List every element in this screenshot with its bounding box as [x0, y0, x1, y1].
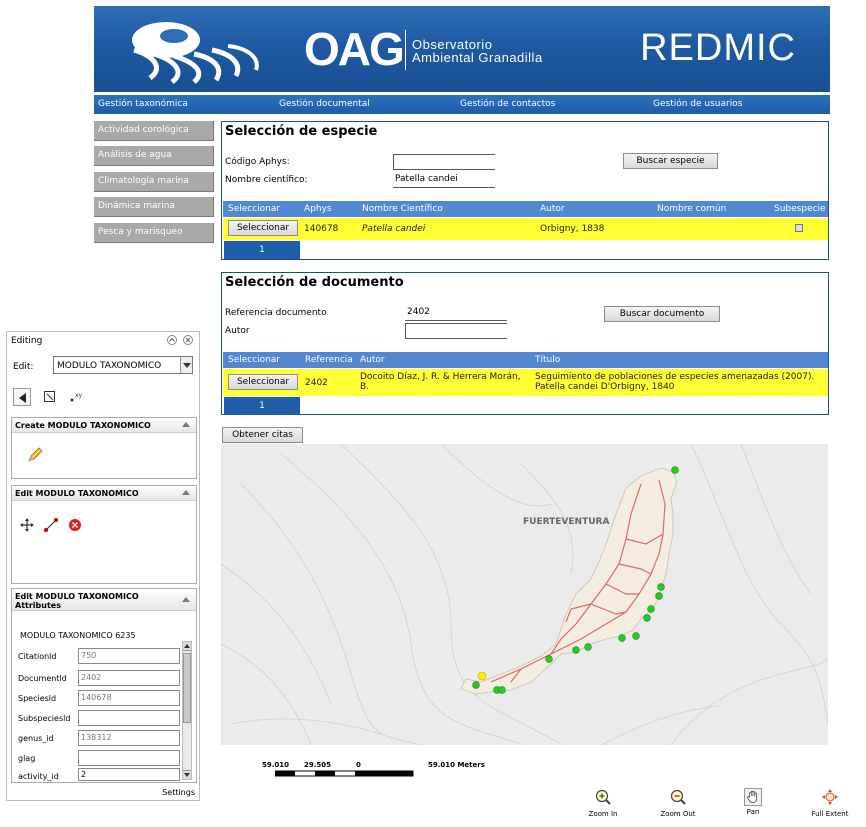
- row-scientific-name: Patella candei: [362, 224, 426, 234]
- subspecies-checkbox[interactable]: [795, 224, 803, 232]
- scientific-name-input[interactable]: Patella candei: [393, 172, 495, 188]
- doc-author-input[interactable]: [405, 323, 507, 339]
- zoom-in-label: Zoom In: [588, 810, 618, 818]
- pan-tool[interactable]: [741, 788, 765, 816]
- col-author: Autor: [540, 204, 565, 214]
- col-select: Seleccionar: [228, 204, 281, 214]
- full-extent-tool[interactable]: [810, 788, 850, 818]
- attr-input-citation[interactable]: 750: [78, 648, 180, 664]
- collapse-icon[interactable]: [167, 335, 177, 345]
- document-table-header: [223, 352, 828, 368]
- sidebar-item-water-analysis[interactable]: Análisis de agua: [94, 146, 214, 166]
- main-nav: [94, 95, 830, 114]
- row-title-line1: Seguimiento de poblaciones de especies amenazadas (2007).: [535, 372, 815, 382]
- create-section: [11, 417, 197, 479]
- document-panel-title: Selección de documento: [225, 275, 404, 290]
- edit-layer-value: MODULO TAXONOMICO: [57, 361, 162, 371]
- chevron-up-icon[interactable]: [182, 597, 190, 602]
- attr-input-glag[interactable]: [78, 750, 180, 766]
- scale-label-right: 59.010 Meters: [428, 761, 485, 769]
- attr-label-species: Speciesld: [18, 694, 57, 703]
- row-author-line1: Docoito Díaz, J. R. & Herrera Morán,: [360, 372, 521, 382]
- row-reference: 2402: [305, 378, 328, 388]
- nav-documents[interactable]: Gestión documental: [279, 99, 370, 109]
- species-pager[interactable]: 1: [224, 241, 300, 259]
- editing-widget: [6, 331, 200, 801]
- attr-label-activity: activity_id: [18, 772, 59, 781]
- search-species-button[interactable]: Buscar especie: [623, 153, 718, 169]
- col-select: Seleccionar: [228, 355, 281, 365]
- search-document-button[interactable]: Buscar documento: [604, 306, 720, 322]
- selected-point[interactable]: [478, 672, 486, 680]
- zoom-in-icon: [594, 788, 612, 806]
- fuerteventura-island: [461, 468, 677, 694]
- attr-input-species[interactable]: 140678: [78, 690, 180, 706]
- sidebar-item-fishing[interactable]: Pesca y marisqueo: [94, 223, 214, 243]
- pencil-icon[interactable]: [26, 446, 44, 464]
- jellyfish-logo-icon: [94, 6, 314, 92]
- full-extent-icon: [821, 788, 839, 806]
- select-species-button[interactable]: Seleccionar: [228, 220, 298, 236]
- table-row[interactable]: [223, 218, 828, 240]
- doc-author-label: Autor: [225, 326, 250, 336]
- editing-title: Editing: [11, 336, 43, 346]
- attr-label-subspecies: Subspeciesld: [18, 714, 71, 723]
- org-name-line1: Observatorio: [412, 37, 493, 52]
- scale-label-zero: 0: [356, 761, 361, 769]
- col-subspecies: Subespecie: [774, 204, 826, 214]
- nav-contacts[interactable]: Gestión de contactos: [460, 99, 556, 109]
- scientific-name-label: Nombre científico:: [225, 175, 308, 185]
- map-view[interactable]: [221, 444, 828, 745]
- doc-reference-input[interactable]: 2402: [405, 305, 507, 321]
- island-label: FUERTEVENTURA: [523, 517, 610, 527]
- attr-label-citation: Citationld: [18, 652, 57, 661]
- attr-label-glag: glag: [18, 754, 36, 763]
- aphys-code-label: Código Aphys:: [225, 157, 290, 167]
- zoom-out-label: Zoom Out: [660, 810, 696, 818]
- xy-tool-icon[interactable]: [69, 390, 85, 404]
- scroll-down-icon[interactable]: [183, 770, 191, 779]
- attr-input-document[interactable]: 2402: [78, 670, 180, 686]
- get-citations-button[interactable]: Obtener citas: [222, 427, 303, 443]
- species-selection-panel: [221, 121, 829, 260]
- scale-label-left: 59.010: [262, 761, 290, 769]
- map-canvas: [221, 444, 828, 745]
- sidebar-item-chorology[interactable]: Actividad corológica: [94, 121, 214, 141]
- bathymetry-contours: [221, 444, 828, 745]
- attr-input-genus[interactable]: 138312: [78, 730, 180, 746]
- col-author: Autor: [360, 355, 385, 365]
- attr-input-activity[interactable]: 2: [78, 768, 180, 781]
- org-name: [412, 38, 543, 64]
- edit-section: [11, 485, 197, 584]
- row-aphys: 140678: [304, 224, 339, 234]
- move-icon[interactable]: [20, 518, 34, 532]
- pan-label: Pan: [746, 808, 760, 816]
- chevron-up-icon[interactable]: [182, 422, 190, 427]
- select-box-tool-icon[interactable]: [43, 390, 57, 404]
- species-table-header: [223, 201, 828, 217]
- col-aphys: Aphys: [304, 204, 332, 214]
- document-selection-panel: [221, 272, 829, 415]
- chevron-up-icon[interactable]: [182, 490, 190, 495]
- col-common-name: Nombre común: [657, 204, 727, 214]
- zoom-out-tool[interactable]: [658, 788, 698, 818]
- app-name: REDMIC: [640, 27, 796, 69]
- close-icon[interactable]: [183, 335, 193, 345]
- select-document-button[interactable]: Seleccionar: [228, 374, 298, 390]
- pan-icon: [744, 788, 762, 806]
- edit-vertices-icon[interactable]: [44, 518, 58, 532]
- attributes-section-title: Edit MODULO TAXONOMICO Attributes: [12, 589, 196, 611]
- attributes-section: [11, 588, 197, 783]
- edit-section-title: Edit MODULO TAXONOMICO: [12, 486, 196, 501]
- aphys-code-input[interactable]: [393, 154, 495, 170]
- attr-label-genus: genus_id: [18, 734, 54, 743]
- org-name-line2: Ambiental Granadilla: [412, 50, 543, 65]
- col-title: Título: [535, 355, 561, 365]
- row-title-line2: Patella candei D'Orbigny, 1840: [535, 382, 675, 392]
- logo-divider: [405, 30, 406, 70]
- attr-input-subspecies[interactable]: [78, 710, 180, 726]
- row-author-line2: B.: [360, 382, 370, 392]
- edit-layer-label: Edit:: [13, 362, 34, 372]
- edit-layer-select[interactable]: [53, 356, 193, 374]
- sidebar-item-marine-climatology[interactable]: Climatología marina: [94, 172, 214, 192]
- settings-link[interactable]: Settings: [162, 788, 195, 797]
- full-extent-label: Full Extent: [811, 810, 849, 818]
- record-title: MODULO TAXONOMICO 6235: [20, 631, 136, 640]
- scroll-thumb[interactable]: [183, 653, 191, 723]
- scale-label-mid: 29.505: [304, 761, 332, 769]
- zoom-out-icon: [669, 788, 687, 806]
- create-section-title: Create MODULO TAXONOMICO: [12, 418, 196, 433]
- table-row[interactable]: [223, 369, 828, 396]
- scroll-up-icon[interactable]: [183, 642, 191, 651]
- scale-bar-graphic: [275, 770, 415, 778]
- zoom-in-tool[interactable]: [586, 788, 620, 818]
- sidebar-item-marine-dynamics[interactable]: Dinámica marina: [94, 197, 214, 217]
- chevron-down-icon[interactable]: [180, 357, 192, 373]
- col-reference: Referencia: [305, 355, 353, 365]
- header-banner: [94, 6, 830, 92]
- attributes-scrollbar[interactable]: [182, 641, 192, 780]
- nav-taxonomic[interactable]: Gestión taxonómica: [98, 99, 188, 109]
- species-panel-title: Selección de especie: [225, 124, 378, 139]
- col-scientific-name: Nombre Científico: [362, 204, 443, 214]
- logo-text: OAG: [304, 23, 403, 75]
- nav-users[interactable]: Gestión de usuarios: [653, 99, 743, 109]
- select-tool-icon[interactable]: [13, 388, 31, 406]
- doc-reference-label: Referencia documento: [225, 308, 327, 318]
- attr-label-document: Documentld: [18, 674, 67, 683]
- document-pager[interactable]: 1: [224, 397, 300, 415]
- delete-icon[interactable]: [68, 518, 82, 532]
- svg-text:xy: xy: [75, 392, 83, 399]
- row-author: Orbigny, 1838: [540, 224, 605, 234]
